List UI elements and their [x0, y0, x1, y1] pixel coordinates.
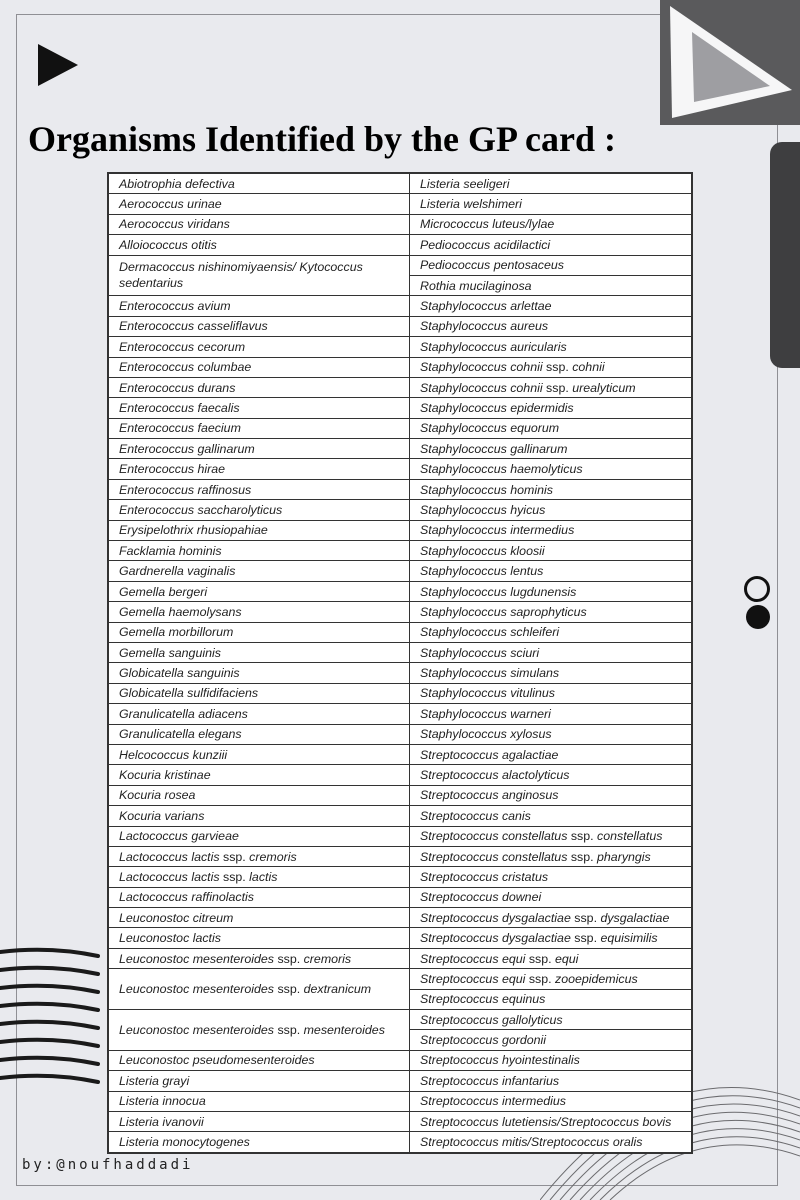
- table-row: [109, 581, 692, 601]
- table-row: [109, 1091, 692, 1111]
- organism-cell-right: Streptococcus alactolyticus: [410, 765, 692, 785]
- table-row: [109, 806, 692, 826]
- table-row: [109, 1111, 692, 1131]
- table-row: [109, 1132, 692, 1152]
- organism-cell-left: Lactococcus raffinolactis: [109, 887, 410, 907]
- organism-cell-right: Staphylococcus aureus: [410, 316, 692, 336]
- organism-cell-right: Micrococcus luteus/lylae: [410, 214, 692, 234]
- ssp-abbrev: ssp.: [223, 869, 246, 884]
- organism-cell-right: Staphylococcus arlettae: [410, 296, 692, 316]
- organism-cell-left: Enterococcus faecalis: [109, 398, 410, 418]
- organism-cell-right: Staphylococcus cohnii ssp. urealyticum: [410, 377, 692, 397]
- organism-cell-right: Staphylococcus equorum: [410, 418, 692, 438]
- organism-table: [107, 172, 693, 1154]
- organism-cell-right: Staphylococcus saprophyticus: [410, 602, 692, 622]
- wave-stripes-decoration: [0, 944, 100, 1094]
- organism-cell-left: Enterococcus columbae: [109, 357, 410, 377]
- table-row: [109, 337, 692, 357]
- organism-cell-left: Leuconostoc mesenteroides ssp. cremoris: [109, 948, 410, 968]
- organism-cell-right: Streptococcus lutetiensis/Streptococcus bovis: [410, 1111, 692, 1131]
- table-row: [109, 500, 692, 520]
- organism-cell-right: Staphylococcus xylosus: [410, 724, 692, 744]
- hollow-dot-icon: [744, 576, 770, 602]
- organism-cell-left: Enterococcus saccharolyticus: [109, 500, 410, 520]
- organism-cell-left: Globicatella sulfidifaciens: [109, 683, 410, 703]
- organism-cell-left: Kocuria kristinae: [109, 765, 410, 785]
- table-row: [109, 663, 692, 683]
- organism-cell-left: Lactococcus lactis ssp. lactis: [109, 867, 410, 887]
- organism-cell-right: Streptococcus intermedius: [410, 1091, 692, 1111]
- organism-cell-right: Streptococcus equi ssp. zooepidemicus: [410, 969, 692, 989]
- table-row: [109, 969, 692, 989]
- table-row: [109, 867, 692, 887]
- organism-cell-left: Alloiococcus otitis: [109, 235, 410, 255]
- table-row: [109, 541, 692, 561]
- organism-cell-right: Listeria seeligeri: [410, 174, 692, 194]
- organism-cell-right: Rothia mucilaginosa: [410, 275, 692, 295]
- organism-cell-left: Kocuria rosea: [109, 785, 410, 805]
- table-row: [109, 561, 692, 581]
- organism-cell-left: Gemella haemolysans: [109, 602, 410, 622]
- side-tab: [770, 142, 800, 368]
- table-row: [109, 826, 692, 846]
- organism-cell-left: Enterococcus cecorum: [109, 337, 410, 357]
- ssp-abbrev: ssp.: [574, 931, 598, 946]
- organism-cell-right: Streptococcus downei: [410, 887, 692, 907]
- page-title: Organisms Identified by the GP card :: [28, 119, 617, 159]
- table-row: [109, 785, 692, 805]
- table-row: [109, 846, 692, 866]
- ssp-abbrev: ssp.: [528, 971, 552, 986]
- organism-cell-left: Kocuria varians: [109, 806, 410, 826]
- organism-cell-left: Gardnerella vaginalis: [109, 561, 410, 581]
- organism-cell-right: Streptococcus mitis/Streptococcus oralis: [410, 1132, 692, 1152]
- organism-cell-right: Pediococcus acidilactici: [410, 235, 692, 255]
- organism-cell-left: Listeria grayi: [109, 1071, 410, 1091]
- organism-cell-left: Aerococcus urinae: [109, 194, 410, 214]
- table-row: [109, 377, 692, 397]
- organism-cell-right: Staphylococcus simulans: [410, 663, 692, 683]
- play-icon: [38, 44, 78, 86]
- organism-cell-right: Staphylococcus intermedius: [410, 520, 692, 540]
- organism-cell-left: Globicatella sanguinis: [109, 663, 410, 683]
- organism-cell-right: Staphylococcus hominis: [410, 479, 692, 499]
- organism-cell-left: Leuconostoc mesenteroides ssp. dextranicum: [109, 969, 410, 1010]
- organism-cell-left: Erysipelothrix rhusiopahiae: [109, 520, 410, 540]
- organism-cell-left: Gemella morbillorum: [109, 622, 410, 642]
- organism-cell-left: Leuconostoc lactis: [109, 928, 410, 948]
- organism-cell-right: Streptococcus gallolyticus: [410, 1010, 692, 1030]
- table-row: [109, 479, 692, 499]
- organism-cell-left: Facklamia hominis: [109, 541, 410, 561]
- organism-cell-right: Streptococcus hyointestinalis: [410, 1050, 692, 1070]
- organism-cell-left: Granulicatella elegans: [109, 724, 410, 744]
- organism-cell-right: Streptococcus equi ssp. equi: [410, 948, 692, 968]
- ssp-abbrev: ssp.: [277, 951, 301, 966]
- organism-cell-right: Staphylococcus auricularis: [410, 337, 692, 357]
- organism-cell-right: Staphylococcus cohnii ssp. cohnii: [410, 357, 692, 377]
- organism-cell-right: Staphylococcus haemolyticus: [410, 459, 692, 479]
- organism-cell-left: Lactococcus garvieae: [109, 826, 410, 846]
- organism-cell-left: Lactococcus lactis ssp. cremoris: [109, 846, 410, 866]
- organism-cell-right: Streptococcus canis: [410, 806, 692, 826]
- organism-cell-left: Listeria monocytogenes: [109, 1132, 410, 1152]
- table-row: [109, 622, 692, 642]
- table-row: [109, 704, 692, 724]
- ssp-abbrev: ssp.: [277, 982, 301, 997]
- organism-cell-right: Streptococcus dysgalactiae ssp. equisimilis: [410, 928, 692, 948]
- table-row: [109, 744, 692, 764]
- organism-cell-left: Enterococcus raffinosus: [109, 479, 410, 499]
- table-row: [109, 1071, 692, 1091]
- table-row: [109, 683, 692, 703]
- organism-cell-left: Enterococcus durans: [109, 377, 410, 397]
- organism-cell-left: Aerococcus viridans: [109, 214, 410, 234]
- organism-cell-left: Enterococcus casseliflavus: [109, 316, 410, 336]
- table-row: [109, 214, 692, 234]
- organism-cell-left: Enterococcus gallinarum: [109, 439, 410, 459]
- table-row: [109, 602, 692, 622]
- table-row: [109, 724, 692, 744]
- organism-cell-right: Streptococcus constellatus ssp. constellatus: [410, 826, 692, 846]
- organism-cell-right: Staphylococcus warneri: [410, 704, 692, 724]
- organism-cell-left: Leuconostoc pseudomesenteroides: [109, 1050, 410, 1070]
- organism-cell-left: Helcococcus kunziii: [109, 744, 410, 764]
- organism-cell-right: Staphylococcus gallinarum: [410, 439, 692, 459]
- table-row: [109, 174, 692, 194]
- ssp-abbrev: ssp.: [574, 910, 598, 925]
- ssp-abbrev: ssp.: [570, 829, 594, 844]
- ssp-abbrev: ssp.: [277, 1022, 301, 1037]
- organism-cell-right: Staphylococcus vitulinus: [410, 683, 692, 703]
- table-row: [109, 255, 692, 275]
- organism-cell-right: Staphylococcus lugdunensis: [410, 581, 692, 601]
- organism-cell-left: Enterococcus avium: [109, 296, 410, 316]
- table-row: [109, 194, 692, 214]
- organism-cell-right: Streptococcus agalactiae: [410, 744, 692, 764]
- table-row: [109, 1010, 692, 1030]
- organism-cell-right: Streptococcus gordonii: [410, 1030, 692, 1050]
- organism-cell-right: Streptococcus constellatus ssp. pharyngis: [410, 846, 692, 866]
- organism-cell-right: Staphylococcus hyicus: [410, 500, 692, 520]
- organism-cell-right: Pediococcus pentosaceus: [410, 255, 692, 275]
- filled-dot-icon: [746, 605, 770, 629]
- table-row: [109, 316, 692, 336]
- organism-cell-right: Staphylococcus lentus: [410, 561, 692, 581]
- ssp-abbrev: ssp.: [546, 360, 569, 375]
- organism-cell-right: Staphylococcus epidermidis: [410, 398, 692, 418]
- organism-cell-right: Streptococcus infantarius: [410, 1071, 692, 1091]
- table-row: [109, 765, 692, 785]
- ssp-abbrev: ssp.: [570, 849, 594, 864]
- table-row: [109, 296, 692, 316]
- table-row: [109, 908, 692, 928]
- organism-cell-left: Leuconostoc citreum: [109, 908, 410, 928]
- ssp-abbrev: ssp.: [223, 849, 246, 864]
- table-row: [109, 948, 692, 968]
- table-row: [109, 418, 692, 438]
- ssp-abbrev: ssp.: [546, 380, 569, 395]
- organism-cell-left: Gemella bergeri: [109, 581, 410, 601]
- organism-cell-left: Enterococcus faecium: [109, 418, 410, 438]
- organism-cell-left: Gemella sanguinis: [109, 642, 410, 662]
- table-row: [109, 928, 692, 948]
- organism-cell-left: Abiotrophia defectiva: [109, 174, 410, 194]
- organism-cell-right: Streptococcus cristatus: [410, 867, 692, 887]
- organism-cell-left: Granulicatella adiacens: [109, 704, 410, 724]
- organism-cell-left: Dermacoccus nishinomiyaensis/ Kytococcus sedentarius: [109, 255, 410, 296]
- author-credit: by:@noufhaddadi: [22, 1157, 194, 1173]
- table-row: [109, 357, 692, 377]
- organism-cell-right: Staphylococcus sciuri: [410, 642, 692, 662]
- organism-cell-left: Leuconostoc mesenteroides ssp. mesenteroides: [109, 1010, 410, 1051]
- organism-cell-right: Staphylococcus schleiferi: [410, 622, 692, 642]
- organism-cell-right: Listeria welshimeri: [410, 194, 692, 214]
- organism-cell-right: Streptococcus equinus: [410, 989, 692, 1009]
- organism-cell-left: Listeria ivanovii: [109, 1111, 410, 1131]
- table-row: [109, 398, 692, 418]
- organism-cell-left: Enterococcus hirae: [109, 459, 410, 479]
- table-row: [109, 887, 692, 907]
- ssp-abbrev: ssp.: [528, 951, 552, 966]
- table-row: [109, 520, 692, 540]
- table-row: [109, 235, 692, 255]
- table-row: [109, 439, 692, 459]
- table-row: [109, 1050, 692, 1070]
- organism-cell-right: Streptococcus dysgalactiae ssp. dysgalactiae: [410, 908, 692, 928]
- corner-fold-decoration: [660, 0, 800, 125]
- organism-cell-right: Staphylococcus kloosii: [410, 541, 692, 561]
- organism-cell-left: Listeria innocua: [109, 1091, 410, 1111]
- organism-cell-right: Streptococcus anginosus: [410, 785, 692, 805]
- table-row: [109, 642, 692, 662]
- table-row: [109, 459, 692, 479]
